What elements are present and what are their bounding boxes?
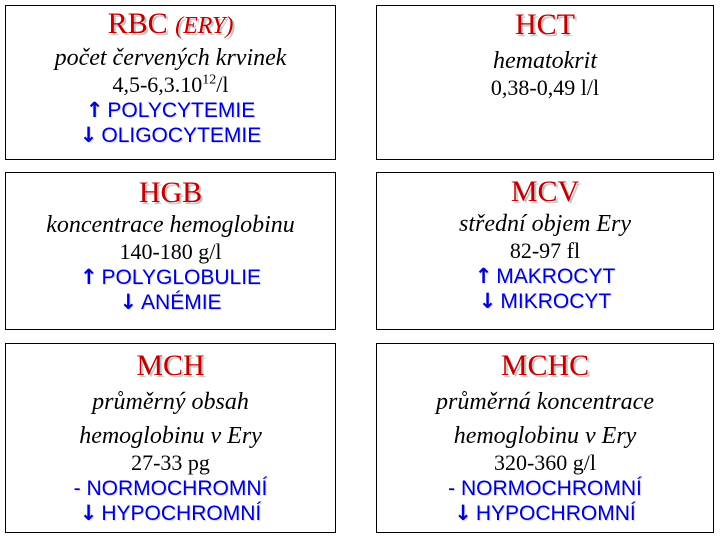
arrow-down-icon: ↓ xyxy=(454,501,472,525)
card-value xyxy=(6,72,335,98)
card-description-line2: hemoglobinu v Ery xyxy=(453,423,637,449)
card-description-line1: průměrná koncentrace xyxy=(436,389,654,415)
value-unit: /l xyxy=(216,72,229,97)
indicator-up xyxy=(6,98,335,123)
card-title: MCHC xyxy=(500,349,590,382)
value-exponent: 12 xyxy=(202,72,217,88)
card-description: střední objem Ery xyxy=(459,211,631,237)
card-rbc xyxy=(5,5,336,160)
card-value: 82-97 fl xyxy=(509,238,581,263)
card-hct xyxy=(376,5,714,160)
card-mch xyxy=(5,343,336,533)
card-title: MCH xyxy=(136,349,205,382)
card-value: 27-33 pg xyxy=(131,450,210,475)
card-value: 320-360 g/l xyxy=(493,450,597,475)
card-title: HCT xyxy=(515,8,575,41)
indicator-label: MAKROCYT xyxy=(496,265,616,288)
card-value: 0,38-0,49 l/l xyxy=(490,75,600,100)
card-title: MCV xyxy=(510,175,580,208)
card-title: HGB xyxy=(138,176,203,209)
indicator-down xyxy=(6,501,335,526)
card-description-line2: hemoglobinu v Ery xyxy=(79,423,262,449)
title-sub: (ERY) xyxy=(175,13,234,39)
indicator-down xyxy=(377,289,713,314)
indicator-label: OLIGOCYTEMIE xyxy=(101,124,262,147)
card-value: 140-180 g/l xyxy=(119,239,222,264)
indicator-label: ANÉMIE xyxy=(141,291,222,314)
indicator-down xyxy=(377,501,713,526)
indicator-up xyxy=(377,264,713,289)
card-description: počet červených krvinek xyxy=(54,45,287,71)
indicator-label: MIKROCYT xyxy=(500,290,612,313)
card-description: koncentrace hemoglobinu xyxy=(46,212,295,238)
indicator-normal: - NORMOCHROMNÍ xyxy=(73,477,268,500)
arrow-down-icon: ↓ xyxy=(478,289,497,313)
indicator-label: HYPOCHROMNÍ xyxy=(101,502,262,525)
card-title xyxy=(6,8,335,42)
indicator-label: HYPOCHROMNÍ xyxy=(475,502,636,525)
arrow-up-icon: ↑ xyxy=(79,265,98,289)
card-hgb xyxy=(5,172,336,330)
indicator-down xyxy=(6,123,335,148)
indicator-normal: - NORMOCHROMNÍ xyxy=(448,477,642,500)
arrow-up-icon: ↑ xyxy=(474,264,493,288)
indicator-label: POLYGLOBULIE xyxy=(101,266,262,289)
indicator-up xyxy=(6,265,335,290)
value-base: 4,5-6,3.10 xyxy=(112,72,203,97)
card-mchc xyxy=(376,343,714,533)
title-main: RBC xyxy=(107,7,168,40)
arrow-down-icon: ↓ xyxy=(79,123,98,147)
card-mcv xyxy=(376,172,714,330)
arrow-down-icon: ↓ xyxy=(79,501,98,525)
indicator-label: POLYCYTEMIE xyxy=(107,99,256,122)
card-description: hematokrit xyxy=(493,48,597,74)
arrow-down-icon: ↓ xyxy=(119,290,138,314)
indicator-down xyxy=(6,290,335,315)
arrow-up-icon: ↑ xyxy=(85,98,104,122)
card-description-line1: průměrný obsah xyxy=(92,389,249,415)
